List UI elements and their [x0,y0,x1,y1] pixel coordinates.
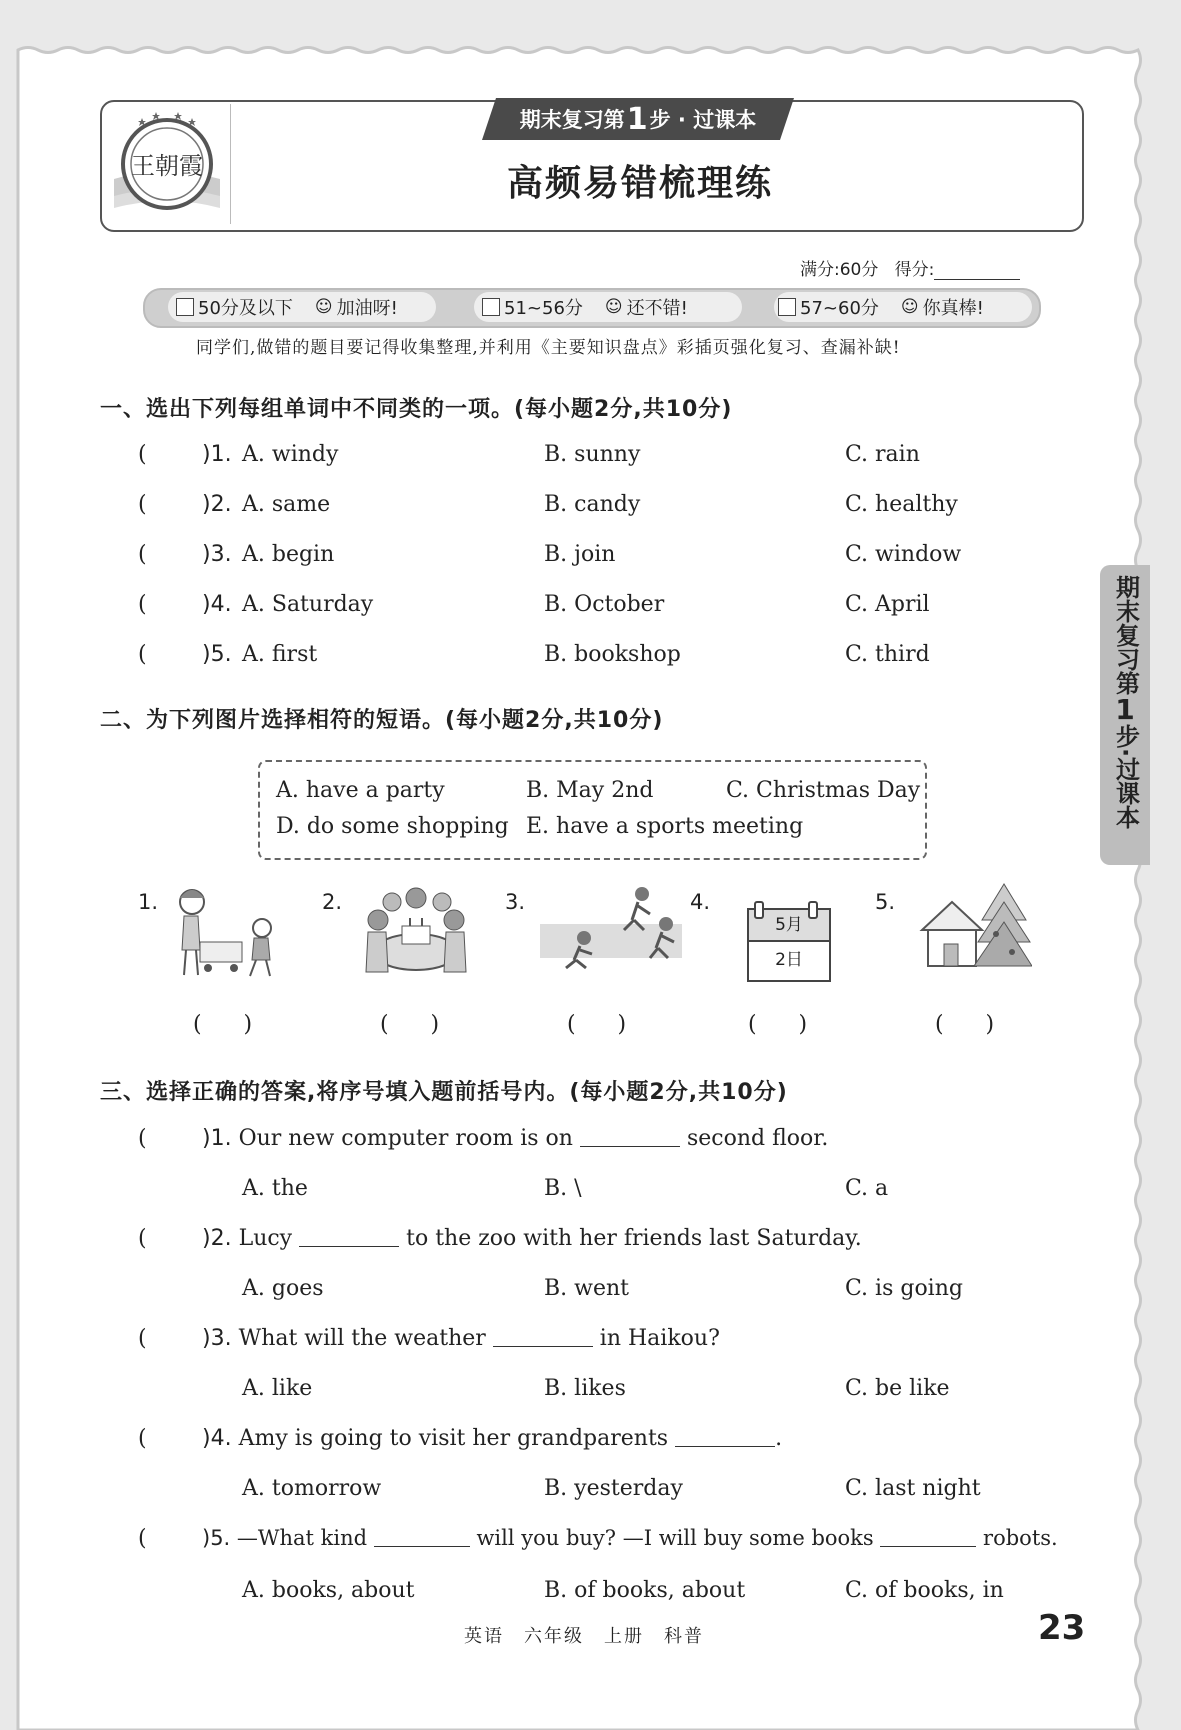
party-picture [356,880,476,980]
ribbon-label [482,98,794,140]
question-text: robots. [983,1526,1058,1550]
option-b: B. sunny [544,442,641,467]
open-paren: ( [138,1326,147,1351]
side-tab-text: 期末复习第 [1111,575,1140,695]
question-number: )1. [202,1126,232,1151]
phrase-choice-b: B. May 2nd [526,778,654,803]
option-c: C. April [845,592,930,617]
picture-number: 5. [875,890,896,914]
answer-paren[interactable]: ( ) [567,1012,627,1037]
question-number: )4. [202,592,232,617]
option-a: A. same [242,492,331,517]
question-number: )2. [202,492,232,517]
answer-blank[interactable] [374,1526,470,1547]
grade-comment: 你真棒! [922,298,984,319]
phrase-choices-box [258,760,927,860]
section-3-title: 三、选择正确的答案,将序号填入题前括号内。(每小题2分,共10分) [100,1080,788,1105]
phrase-choice-c: C. Christmas Day [726,778,921,803]
answer-blank[interactable] [493,1326,593,1347]
page-title: 高频易错梳理练 [506,163,773,204]
question-number: )1. [202,442,232,467]
grade-range: 57~60分 [800,298,879,319]
question-text: . [775,1426,783,1451]
question-number: )3. [202,542,232,567]
question-number: )5. [202,1526,231,1550]
option-a: A. books, about [242,1578,415,1603]
logo-divider [230,104,231,224]
open-paren: ( [138,592,147,617]
option-c: C. a [845,1176,889,1201]
calendar-month: 5月 [749,910,829,942]
got-score-label: 得分: [894,260,935,280]
grade-range: 50分及以下 [198,298,293,319]
answer-blank[interactable] [675,1426,775,1447]
open-paren: ( [138,1526,147,1551]
score-blank[interactable] [934,263,1020,280]
grade-comment: 加油呀! [336,298,398,319]
score-line [800,255,1020,280]
question [202,1226,862,1251]
open-paren: ( [138,492,147,517]
question-number: )3. [202,1326,232,1351]
footer-text: 英语 六年级 上册 科普 [464,1626,704,1647]
calendar-ring-icon [808,901,818,919]
answer-paren[interactable]: ( ) [748,1012,808,1037]
calendar-ring-icon [754,901,764,919]
question-text: Lucy [238,1226,293,1251]
question-number: )2. [202,1226,232,1251]
option-b: B. of books, about [544,1578,746,1603]
checkbox[interactable] [176,298,194,316]
grade-item-3 [778,293,984,321]
answer-paren[interactable]: ( ) [193,1012,253,1037]
logo-text: 王朝霞 [131,152,203,180]
question-text: in Haikou? [599,1326,720,1351]
picture-number: 2. [322,890,343,914]
open-paren: ( [138,1226,147,1251]
option-a: A. begin [242,542,335,567]
side-tab-label [1100,575,1150,829]
phrase-choice-d: D. do some shopping [276,814,509,839]
open-paren: ( [138,1126,147,1151]
grade-comment: 还不错! [626,298,688,319]
christmas-picture [912,880,1032,980]
section-1-title: 一、选出下列每组单词中不同类的一项。(每小题2分,共10分) [100,397,733,422]
option-c: C. be like [845,1376,950,1401]
answer-blank[interactable] [299,1226,399,1247]
option-c: C. third [845,642,930,667]
option-b: B. candy [544,492,641,517]
answer-blank[interactable] [580,1126,680,1147]
grade-item-2 [482,293,688,321]
ribbon-prefix: 期末复习第 [519,108,625,132]
option-b: B. join [544,542,616,567]
option-b: B. bookshop [544,642,681,667]
checkbox[interactable] [778,298,796,316]
logo-seal [104,104,230,224]
option-a: A. tomorrow [242,1476,382,1501]
open-paren: ( [138,542,147,567]
smile-icon: ☺ [604,297,623,317]
full-score-label: 满分:60分 [800,260,879,280]
option-a: A. Saturday [242,592,374,617]
option-b: B. October [544,592,665,617]
smile-icon: ☺ [900,297,919,317]
checkbox[interactable] [482,298,500,316]
picture-number: 4. [690,890,711,914]
question-text: Amy is going to visit her grandparents [238,1426,669,1451]
answer-paren[interactable]: ( ) [935,1012,995,1037]
side-tab-text: 步·过课本 [1111,724,1140,830]
open-paren: ( [138,442,147,467]
option-b: B. \ [544,1176,582,1201]
question-text: will you buy? —I will buy some books [476,1526,874,1550]
page-number: 23 [1038,1608,1086,1648]
ribbon-step-number: 1 [626,101,648,137]
question-text: Our new computer room is on [238,1126,573,1151]
question [202,1126,828,1151]
calendar-picture [747,908,831,982]
option-a: A. like [242,1376,313,1401]
option-c: C. window [845,542,962,567]
option-b: B. yesterday [544,1476,683,1501]
option-a: A. the [242,1176,308,1201]
question [202,1526,1058,1550]
grade-range: 51~56分 [504,298,583,319]
calendar-day: 2日 [775,950,803,970]
open-paren: ( [138,642,147,667]
question-text: —What kind [236,1526,368,1550]
question-text: to the zoo with her friends last Saturday. [406,1226,862,1251]
option-b: B. went [544,1276,630,1301]
shopping-picture [170,880,290,980]
option-c: C. of books, in [845,1578,1004,1603]
option-c: C. is going [845,1276,963,1301]
section-2-title: 二、为下列图片选择相符的短语。(每小题2分,共10分) [100,708,664,733]
question [202,1326,720,1351]
option-c: C. rain [845,442,920,467]
picture-number: 3. [505,890,526,914]
question-number: )4. [202,1426,232,1451]
ribbon-suffix: 步 · 过课本 [649,108,757,132]
open-paren: ( [138,1426,147,1451]
smile-icon: ☺ [314,297,333,317]
question [202,1426,782,1451]
answer-paren[interactable]: ( ) [380,1012,440,1037]
answer-blank[interactable] [880,1526,976,1547]
option-c: C. healthy [845,492,958,517]
option-b: B. likes [544,1376,626,1401]
option-c: C. last night [845,1476,981,1501]
question-text: second floor. [686,1126,829,1151]
question-number: )5. [202,642,232,667]
sports-picture [540,880,682,980]
notice-text: 同学们,做错的题目要记得收集整理,并利用《主要知识盘点》彩插页强化复习、查漏补缺! [196,338,901,358]
question-text: What will the weather [238,1326,486,1351]
side-tab-number: 1 [1115,693,1135,726]
phrase-choice-e: E. have a sports meeting [526,814,804,839]
phrase-choice-a: A. have a party [276,778,445,803]
option-a: A. first [242,642,318,667]
grade-item-1 [176,293,398,321]
option-a: A. goes [242,1276,324,1301]
picture-number: 1. [138,890,159,914]
option-a: A. windy [242,442,339,467]
